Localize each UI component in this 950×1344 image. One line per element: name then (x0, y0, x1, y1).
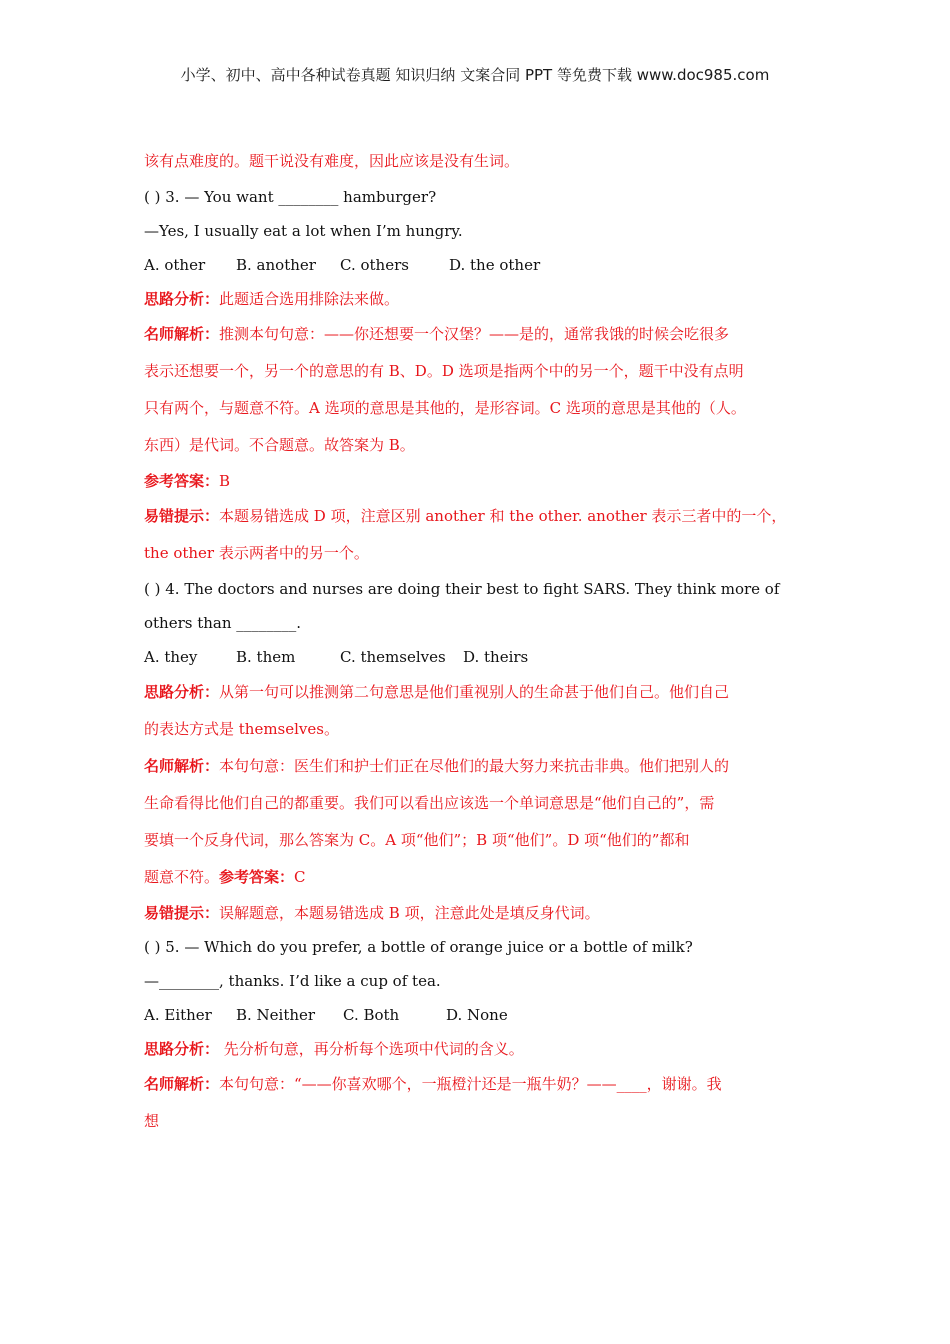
paragraph-intro: 该有点难度的。题干说没有难度，因此应该是没有生词。 (144, 152, 520, 170)
q4-option-c: C. themselves (340, 648, 446, 666)
q4-explain-line-4 (144, 859, 814, 896)
q3-answer-value: B (219, 472, 231, 490)
q3-analysis-text: 此题适合选用排除法来做。 (219, 290, 400, 308)
q3-option-c: C. others (340, 256, 409, 274)
q3-explain-line-1 (144, 316, 814, 353)
q3-explain-line-3: 只有两个，与题意不符。A 选项的意思是其他的，是形容词。C 选项的意思是其他的（人。 (144, 399, 746, 417)
q4-answer-value: C (294, 868, 306, 886)
q4-analysis-label: 思路分析： (144, 683, 220, 701)
q4-tip-text: 误解题意，本题易错选成 B 项，注意此处是填反身代词。 (219, 904, 600, 922)
q4-analysis-text-1: 从第一句可以推测第二句意思是他们重视别人的生命甚于他们自己。他们自己 (219, 683, 730, 701)
q5-analysis-text: 先分析句意，再分析每个选项中代词的含义。 (219, 1040, 524, 1058)
q4-tip-label: 易错提示： (144, 904, 220, 922)
q3-explain-label: 名师解析： (144, 325, 220, 343)
q3-option-a: A. other (144, 256, 206, 274)
q5-analysis-label: 思路分析： (144, 1040, 220, 1058)
q5-stem: ( ) 5. — Which do you prefer, a bottle of orange juice or a bottle of milk? (144, 938, 693, 956)
q3-explain-line-4: 东西）是代词。不合题意。故答案为 B。 (144, 436, 415, 454)
q4-option-d: D. theirs (463, 648, 529, 666)
q3-reply: —Yes, I usually eat a lot when I’m hungry. (144, 222, 463, 240)
q5-option-b: B. Neither (236, 1006, 316, 1024)
q3-explain-text-1: 推测本句句意：——你还想要一个汉堡？——是的，通常我饿的时候会吃很多 (219, 325, 730, 343)
q5-option-d: D. None (446, 1006, 508, 1024)
q3-tip-text-1: 本题易错选成 D 项，注意区别 another 和 the other. another 表示三者中的一个， (219, 507, 787, 525)
q4-option-b: B. them (236, 648, 296, 666)
q3-option-b: B. another (236, 256, 316, 274)
q4-explain-line-2: 生命看得比他们自己的都重要。我们可以看出应该选一个单词意思是“他们自己的”，需 (144, 794, 715, 812)
q4-stem-line-1: ( ) 4. The doctors and nurses are doing their best to fight SARS. They think more of (144, 580, 780, 598)
document-body (144, 143, 814, 1140)
q4-options (144, 640, 814, 674)
q5-options (144, 998, 814, 1032)
q4-tip (144, 896, 814, 930)
q4-answer-label: 参考答案： (219, 868, 295, 886)
q3-tip-line-1 (144, 498, 814, 535)
q4-explain-line-3: 要填一个反身代词，那么答案为 C。A 项“他们”；B 项“他们”。D 项“他们的”都和 (144, 831, 690, 849)
q5-reply: —________, thanks. I’d like a cup of tea. (144, 972, 441, 990)
q4-explain-label: 名师解析： (144, 757, 220, 775)
q5-explain-label: 名师解析： (144, 1075, 220, 1093)
q3-option-d: D. the other (449, 256, 541, 274)
q4-analysis-line-2: 的表达方式是 themselves。 (144, 720, 339, 738)
q5-explain-line-2: 想 (144, 1112, 160, 1130)
q4-explain-line-1 (144, 748, 814, 785)
q5-option-a: A. Either (144, 1006, 212, 1024)
page-header: 小学、初中、高中各种试卷真题 知识归纳 文案合同 PPT 等免费下载 www.doc985.com (180, 66, 770, 84)
q3-tip-label: 易错提示： (144, 507, 220, 525)
q5-explain-text-1: 本句句意：“——你喜欢哪个，一瓶橙汁还是一瓶牛奶？——____，谢谢。我 (219, 1075, 722, 1093)
q3-answer (144, 464, 814, 498)
q3-analysis-label: 思路分析： (144, 290, 220, 308)
q3-analysis (144, 282, 814, 316)
q4-stem-line-2: others than ________. (144, 614, 302, 632)
q4-analysis-line-1 (144, 674, 814, 711)
q3-answer-label: 参考答案： (144, 472, 220, 490)
q3-stem: ( ) 3. — You want ________ hamburger? (144, 188, 437, 206)
q4-explain-text-4: 题意不符。 (144, 868, 220, 886)
q4-option-a: A. they (144, 648, 198, 666)
q5-analysis (144, 1032, 814, 1066)
q5-option-c: C. Both (343, 1006, 400, 1024)
q3-options (144, 248, 814, 282)
q4-explain-text-1: 本句句意：医生们和护士们正在尽他们的最大努力来抗击非典。他们把别人的 (219, 757, 730, 775)
q3-explain-line-2: 表示还想要一个，另一个的意思的有 B、D。D 选项是指两个中的另一个，题干中没有点明 (144, 362, 744, 380)
q5-explain-line-1 (144, 1066, 814, 1103)
q3-tip-line-2: the other 表示两者中的另一个。 (144, 544, 369, 562)
